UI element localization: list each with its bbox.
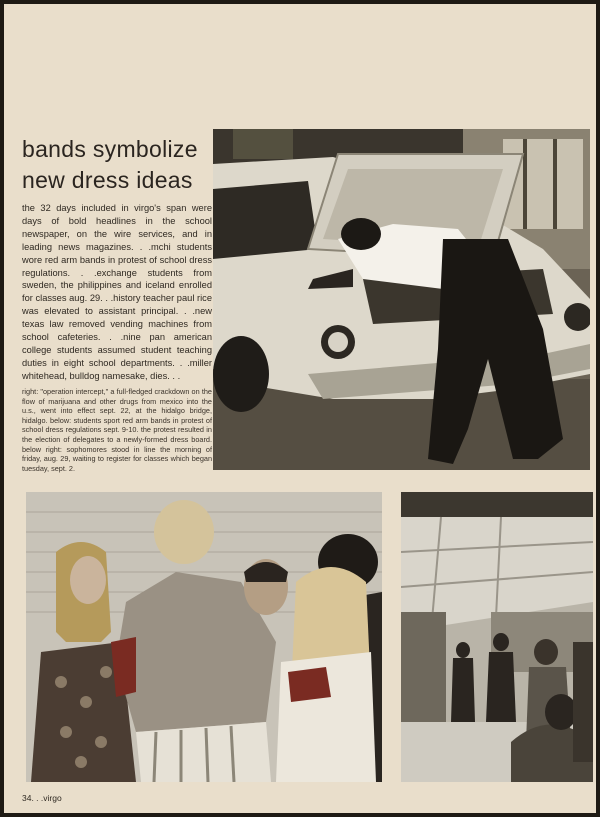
arm-bands-photo bbox=[26, 492, 382, 782]
yearbook-page bbox=[4, 4, 596, 813]
headline bbox=[22, 134, 212, 196]
photo-caption: right: "operation intercept," a full-fledged crackdown on the flow of marijuana and other drugs from mexico into the u.s., went into effect sept. 22, at the hidalgo bridge, hidalgo. below: students sport red arm bands in protest of school dress regulations sept. 9-10. the protest resulted in the election of delegates to a newly-formed dress board. below right: sophomores stood in line the morning of friday, aug. 29, waiting to register for classes which began tuesday, sept. 2. bbox=[22, 387, 212, 473]
headline-line-2: new dress ideas bbox=[22, 167, 193, 193]
registration-line-photo bbox=[401, 492, 593, 782]
body-text: the 32 days included in virgo's span were days of bold headlines in the school newspaper, on the wire services, and in leading news magazines. . .mchi students wore red arm bands in protest of school dress regulations. . .exchange students from sweden, the philippines and iceland enrolled for classes aug. 29. . .history teacher paul rice was elevated to assistant principal. . .new texas law removed vending machines from school cafeteries. . .nine pan american college students assumed student teaching duties in eight school departments. . .miller whitehead, bulldog namesake, dies. . . bbox=[22, 203, 212, 381]
headline-line-1: bands symbolize bbox=[22, 136, 198, 162]
page-folio: 34. . .virgo bbox=[22, 793, 62, 803]
car-search-photo bbox=[213, 129, 590, 470]
